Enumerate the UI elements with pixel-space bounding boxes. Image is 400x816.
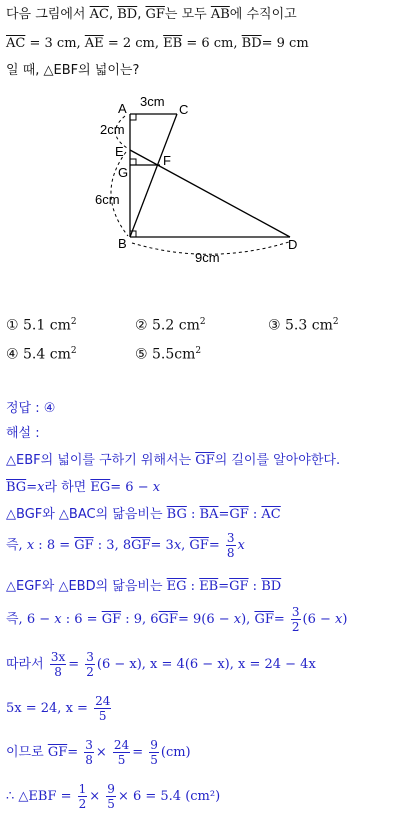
step-text: = 9(6 − xyxy=(177,612,234,627)
step-text: = xyxy=(132,745,148,760)
label-ac-length: 3cm xyxy=(140,94,165,109)
step-text: ∴ △EBF = xyxy=(6,789,76,804)
fraction-3-8 xyxy=(226,531,236,560)
line-ed xyxy=(130,150,290,237)
choice-sup: 2 xyxy=(70,317,77,327)
comma: , xyxy=(108,7,118,22)
segment-ab: $\overline{AB}$ xyxy=(210,7,230,22)
choice-3[interactable] xyxy=(268,317,339,334)
fraction-3-8 xyxy=(84,738,94,767)
step-text: × 6 = 5.4 (cm²) xyxy=(117,789,221,804)
choice-number: ④ xyxy=(6,346,19,363)
choice-sup: 2 xyxy=(199,317,206,327)
line-bc xyxy=(130,114,177,237)
step-text: 즉, 6 − xyxy=(6,612,55,627)
step-text: △BGF와 △BAC의 닮음비는 xyxy=(6,507,167,522)
denominator: 2 xyxy=(291,620,300,634)
var-x: x xyxy=(37,480,45,495)
solution-step-6 xyxy=(6,605,347,635)
label-ae-length: 2cm xyxy=(100,122,125,137)
step-text: (6 − xyxy=(302,612,336,627)
segment-eg: $\overline{EG}$ xyxy=(166,579,187,594)
fraction-1-2 xyxy=(78,782,88,811)
step-text: △EGF와 △EBD의 닮음비는 xyxy=(6,579,167,594)
step-text: = 6 − xyxy=(110,480,153,495)
segment-bg: $\overline{BG}$ xyxy=(166,507,187,522)
var-x: x xyxy=(237,538,245,553)
choice-text: 5.3 cm xyxy=(285,317,333,334)
choice-sup: 2 xyxy=(332,317,339,327)
answer: 정답 : ④ xyxy=(6,401,56,416)
step-text: = 3 xyxy=(150,538,174,553)
solution-step-10 xyxy=(6,782,220,812)
choice-number: ② xyxy=(135,317,148,334)
segment-gf: $\overline{GF}$ xyxy=(131,538,151,553)
colon: : xyxy=(186,579,200,594)
step-text: = xyxy=(208,538,224,553)
fraction-9-5 xyxy=(149,738,159,767)
step-text: = xyxy=(68,657,84,672)
numerator: 9 xyxy=(107,782,115,796)
numerator: 3 xyxy=(85,738,93,752)
numerator: 3x xyxy=(50,650,66,664)
numerator: 9 xyxy=(150,738,158,752)
label-g: G xyxy=(118,165,129,180)
solution-step-5 xyxy=(6,578,281,596)
step-text: : 6 = xyxy=(61,612,102,627)
question-line-2 xyxy=(6,35,309,53)
var-x: x xyxy=(26,538,35,553)
segment-eg: $\overline{EG}$ xyxy=(90,480,111,495)
step-text: 라 하면 xyxy=(44,480,91,495)
value-ae: = 2 cm, xyxy=(107,36,164,51)
label-b: B xyxy=(118,236,127,251)
comma: , xyxy=(137,7,146,22)
denominator: 5 xyxy=(107,797,115,811)
label-c: C xyxy=(179,102,189,117)
segment-bd: $\overline{BD}$ xyxy=(261,579,282,594)
step-text: ) xyxy=(342,612,348,627)
denominator: 5 xyxy=(150,753,158,767)
solution-step-3 xyxy=(6,506,281,524)
colon: : xyxy=(248,579,262,594)
value-eb: = 6 cm, xyxy=(186,36,242,51)
fraction-24-5 xyxy=(113,738,130,767)
label-bd-length: 9cm xyxy=(195,250,220,265)
var-x: x xyxy=(233,612,242,627)
step-text: △EBF의 넓이를 구하기 위해서는 xyxy=(6,453,196,468)
question-line-1 xyxy=(6,6,297,24)
label-a: A xyxy=(118,101,127,116)
segment-gf: $\overline{GF}$ xyxy=(158,612,178,627)
step-text: (cm) xyxy=(160,745,191,760)
segment-gf: $\overline{GF}$ xyxy=(101,612,122,627)
question-line-3: 일 때, △EBF의 넓이는? xyxy=(6,63,140,78)
segment-bd: $\overline{BD}$ xyxy=(117,7,138,22)
step-text: 의 길이를 알아야한다. xyxy=(214,453,341,468)
fraction-3-2 xyxy=(85,650,95,679)
choice-text: 5.2 cm xyxy=(152,317,200,334)
value-bd: = 9 cm xyxy=(261,36,309,51)
step-text: 5x = 24, x = xyxy=(6,701,93,716)
choice-text: 5.1 cm xyxy=(23,317,71,334)
fraction-3x-8 xyxy=(50,650,66,679)
choice-2[interactable] xyxy=(135,317,206,334)
label-e: E xyxy=(115,144,124,159)
choice-text: 5.4 cm xyxy=(23,346,71,363)
segment-gf: $\overline{GF}$ xyxy=(74,538,94,553)
label-f: F xyxy=(163,153,171,168)
segment-eb: $\overline{EB}$ xyxy=(163,36,183,51)
step-text: × xyxy=(89,789,105,804)
label-d: D xyxy=(288,237,298,252)
numerator: 24 xyxy=(113,738,130,752)
var-x: x xyxy=(54,612,62,627)
solution-header: 해설 : xyxy=(6,426,40,441)
solution-step-2 xyxy=(6,479,160,497)
choice-5[interactable] xyxy=(135,346,201,363)
equals: = xyxy=(218,507,230,522)
segment-ae: $\overline{AE}$ xyxy=(84,36,104,51)
step-text: (6 − x), x = 4(6 − x), x = 24 − 4x xyxy=(96,657,316,672)
segment-bg: $\overline{BG}$ xyxy=(6,480,27,495)
solution-step-8 xyxy=(6,694,113,724)
solution-step-9 xyxy=(6,738,191,768)
colon: : xyxy=(248,507,262,522)
solution-step-1 xyxy=(6,452,340,470)
step-text: = xyxy=(67,745,83,760)
segment-gf: $\overline{GF}$ xyxy=(195,453,215,468)
question-text: 다음 그림에서 xyxy=(6,7,90,22)
numerator: 3 xyxy=(291,605,300,619)
choice-1[interactable] xyxy=(6,317,77,334)
step-text: 따라서 xyxy=(6,657,48,672)
var-x: x xyxy=(335,612,343,627)
step-text: 이므로 xyxy=(6,745,48,760)
step-text: : 9, 6 xyxy=(121,612,159,627)
segment-ac: $\overline{AC}$ xyxy=(6,36,26,51)
equals: = xyxy=(26,480,38,495)
fraction-3-2 xyxy=(291,605,301,634)
label-eb-length: 6cm xyxy=(95,192,120,207)
denominator: 2 xyxy=(78,797,87,811)
segment-gf: $\overline{GF}$ xyxy=(254,612,274,627)
segment-gf: $\overline{GF}$ xyxy=(145,7,165,22)
denominator: 8 xyxy=(85,753,93,767)
solution-step-4 xyxy=(6,531,245,561)
segment-ba: $\overline{BA}$ xyxy=(199,507,219,522)
numerator: 3 xyxy=(226,531,235,545)
step-text: : 8 = xyxy=(34,538,75,553)
segment-ac: $\overline{AC}$ xyxy=(261,507,281,522)
segment-gf: $\overline{GF}$ xyxy=(47,745,68,760)
segment-gf: $\overline{GF}$ xyxy=(229,507,249,522)
right-angle-g xyxy=(130,159,136,165)
fraction-24-5 xyxy=(94,694,111,723)
colon: : xyxy=(186,507,200,522)
numerator: 3 xyxy=(86,650,94,664)
fraction-9-5 xyxy=(106,782,116,811)
denominator: 8 xyxy=(54,665,62,679)
choice-4[interactable] xyxy=(6,346,77,363)
numerator: 1 xyxy=(78,782,87,796)
numerator: 24 xyxy=(95,694,111,708)
step-text: , xyxy=(181,538,190,553)
choice-sup: 2 xyxy=(70,346,77,356)
segment-ac: $\overline{AC}$ xyxy=(89,7,109,22)
var-x: x xyxy=(152,480,161,495)
step-text: : 3, 8 xyxy=(93,538,132,553)
denominator: 5 xyxy=(117,753,126,767)
choice-number: ⑤ xyxy=(135,346,148,363)
segment-gf: $\overline{GF}$ xyxy=(189,538,209,553)
choice-number: ③ xyxy=(268,317,281,334)
denominator: 8 xyxy=(226,546,235,560)
choice-number: ① xyxy=(6,317,19,334)
solution-step-7 xyxy=(6,650,316,680)
choice-text: 5.5cm xyxy=(152,346,196,363)
step-text: × xyxy=(95,745,111,760)
step-text: = xyxy=(273,612,289,627)
choice-sup: 2 xyxy=(195,346,202,356)
step-text: ), xyxy=(241,612,255,627)
step-text: 즉, xyxy=(6,538,27,553)
question-text: 는 모두 xyxy=(164,7,211,22)
denominator: 2 xyxy=(86,665,94,679)
question-text: 에 수직이고 xyxy=(229,7,297,22)
geometry-figure xyxy=(85,88,300,268)
segment-eb: $\overline{EB}$ xyxy=(199,579,219,594)
segment-bd: $\overline{BD}$ xyxy=(241,36,262,51)
denominator: 5 xyxy=(98,709,107,723)
var-x: x xyxy=(173,538,182,553)
right-angle-a xyxy=(130,114,136,120)
value-ac: = 3 cm, xyxy=(29,36,85,51)
segment-gf: $\overline{GF}$ xyxy=(229,579,249,594)
equals: = xyxy=(218,579,230,594)
